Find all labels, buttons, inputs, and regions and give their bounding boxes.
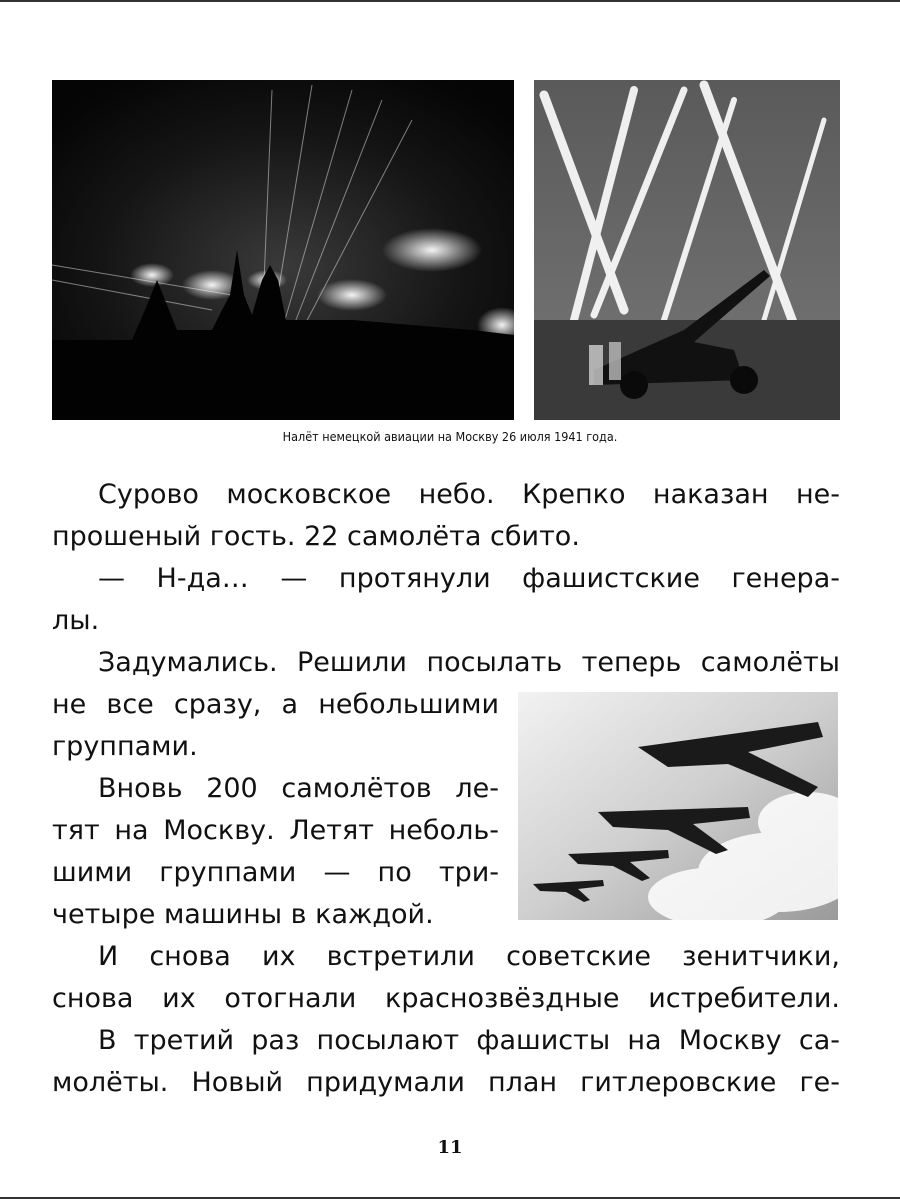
text-block-top bbox=[52, 474, 840, 684]
text-line: В третий раз посылают фашисты на Москву са- bbox=[98, 1025, 840, 1056]
text-line: четыре машины в каждой. bbox=[52, 899, 434, 930]
photo-bombers-formation bbox=[518, 692, 838, 920]
text-line: Задумались. Решили посылать теперь самолёты bbox=[98, 647, 840, 678]
photo-night-raid-kremlin bbox=[52, 80, 514, 420]
text-line: тят на Москву. Летят неболь- bbox=[52, 815, 499, 846]
text-line: молёты. Новый придумали план гитлеровские ге- bbox=[52, 1067, 840, 1098]
text-line: Вновь 200 самолётов ле- bbox=[98, 773, 499, 804]
photo-caption: Налёт немецкой авиации на Москву 26 июля 1941 года. bbox=[282, 429, 618, 444]
text-line: прошеный гость. 22 самолёта сбито. bbox=[52, 521, 580, 552]
text-block-bottom bbox=[52, 936, 840, 1104]
photo-anti-aircraft-gun bbox=[534, 80, 840, 420]
text-line: — Н-да… — протянули фашистские генера- bbox=[98, 563, 840, 594]
text-line: Сурово московское небо. Крепко наказан не- bbox=[98, 479, 840, 510]
text-line: не все сразу, а небольшими bbox=[52, 689, 499, 720]
text-block-side bbox=[52, 684, 499, 936]
page-top-border bbox=[0, 0, 900, 2]
text-line: И снова их встретили советские зенитчики, bbox=[98, 941, 840, 972]
page-bottom-border bbox=[0, 1197, 900, 1199]
text-line: группами. bbox=[52, 731, 198, 762]
text-line: шими группами — по три- bbox=[52, 857, 499, 888]
text-line: лы. bbox=[52, 605, 100, 636]
page-number: 11 bbox=[437, 1137, 463, 1158]
text-line: снова их отогнали краснозвёздные истребители. bbox=[52, 983, 840, 1014]
